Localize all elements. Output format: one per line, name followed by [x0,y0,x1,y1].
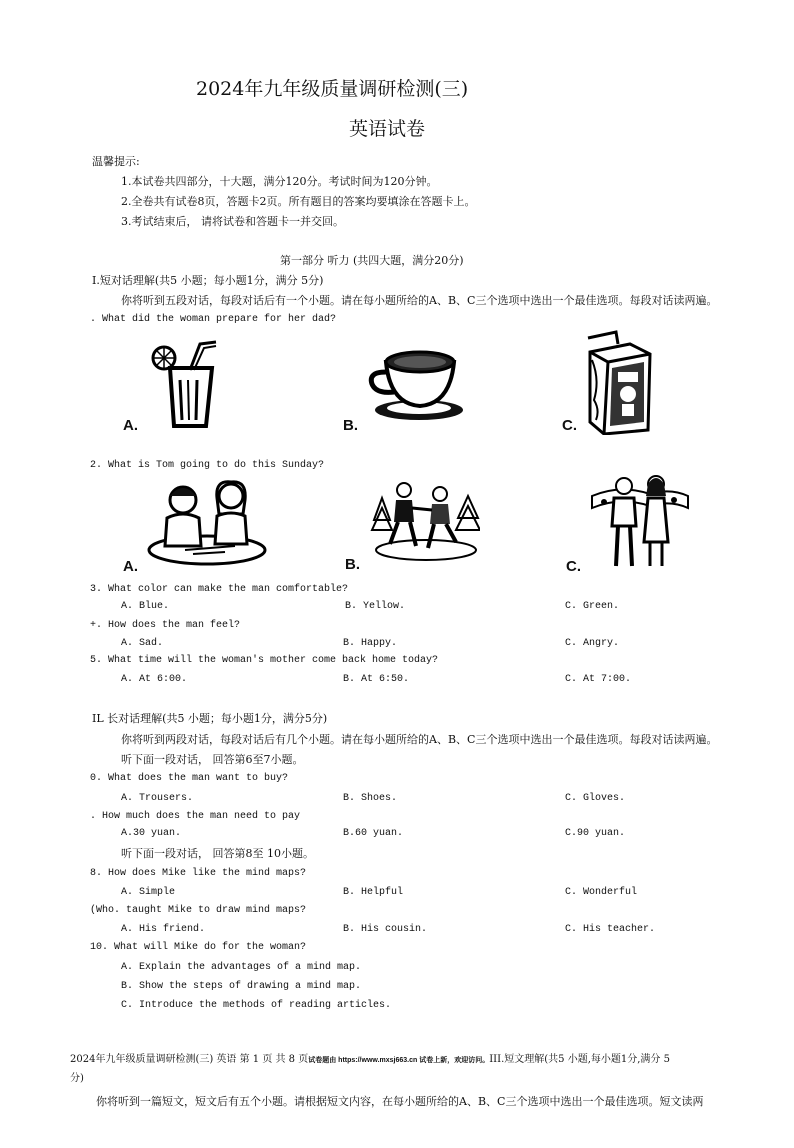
footer-page-info: 2024年九年级质量调研检测(三) 英语 第 1 页 共 8 页 [70,1054,309,1065]
option-a: A. His friend. [121,924,206,935]
question-2: 2. What is Tom going to do this Sunday? [90,460,325,471]
option-a: A.30 yuan. [121,828,182,839]
exam-title: 2024年九年级质量调研检测(三) [196,78,469,100]
section2-heading: IL 长对话理解(共5 小题；每小题1分，满分5分) [92,712,328,725]
kids-drawing-icon [145,478,270,568]
option-b: B.60 yuan. [343,828,404,839]
section3-heading: III.短文理解(共5 小题,每小题1分,满分 5 [489,1054,670,1065]
notice-item: 2.全卷共有试卷8页，答题卡2页。所有题目的答案均要填涂在答题卡上。 [121,195,476,208]
listen-instruction: 听下面一段对话， 回答第8至 10小题。 [121,847,314,860]
option-a: A. Blue. [121,601,170,612]
option-b: B. Happy. [343,638,398,649]
option-b: B. Yellow. [345,601,406,612]
question-9: (Who. taught Mike to draw mind maps? [90,905,307,916]
ice-skating-icon [370,478,480,563]
option-label-c: C. [566,558,581,575]
option-a: A. Explain the advantages of a mind map. [121,962,362,973]
option-a: A. Sad. [121,638,164,649]
singing-couple-icon [590,474,690,569]
option-b: B. At 6:50. [343,674,410,685]
option-b: B. Show the steps of drawing a mind map. [121,981,362,992]
option-a: A. Simple [121,887,176,898]
listen-instruction: 听下面一段对话， 回答第6至7小题。 [121,753,304,766]
option-c: C. At 7:00. [565,674,632,685]
coffee-cup-icon [364,348,464,423]
option-label-a: A. [123,417,138,434]
notice-item: 1.本试卷共四部分，十大题，满分120分。考试时间为120分钟。 [121,175,438,188]
part1-heading: 第一部分 听力 (共四大题，满分20分) [280,254,464,267]
option-c: C. Wonderful [565,887,638,898]
drink-carton-icon [582,330,657,435]
option-a: A. Trousers. [121,793,194,804]
option-c: C.90 yuan. [565,828,626,839]
page-footer [70,1050,670,1065]
juice-glass-icon [150,340,220,430]
exam-subtitle: 英语试卷 [349,118,426,140]
option-c: C. Introduce the methods of reading articles. [121,1000,392,1011]
question-1: . What did the woman prepare for her dad? [90,314,337,325]
question-6: 0. What does the man want to buy? [90,773,289,784]
section2-instruction: 你将听到两段对话，每段对话后有几个小题。请在每小题所给的A、B、C三个选项中选出一个最佳选项。每段对话读两遍。 [121,733,718,746]
section1-instruction: 你将听到五段对话，每段对话后有一个小题。请在每小题所给的A、B、C三个选项中选出一个最佳选项。每段对话读两遍。 [121,294,718,307]
option-label-b: B. [345,556,360,573]
option-c: C. Gloves. [565,793,626,804]
option-c: C. His teacher. [565,924,656,935]
section1-heading: I.短对话理解(共5 小题；每小题1分，满分 5分) [92,274,324,287]
option-b: B. Helpful [343,887,404,898]
option-label-a: A. [123,558,138,575]
section3-heading-cont: 分) [70,1073,84,1084]
option-label-b: B. [343,417,358,434]
section3-instruction: 你将听到一篇短文，短文后有五个小题。请根据短文内容，在每小题所给的A、B、C三个选项中选出一个最佳选项。短文读两 [96,1095,704,1108]
option-a: A. At 6:00. [121,674,188,685]
question-7: . How much does the man need to pay [90,811,301,822]
question-5: 5. What time will the woman's mother come back home today? [90,655,439,666]
question-8: 8. How does Mike like the mind maps? [90,868,307,879]
question-10: 10. What will Mike do for the woman? [90,942,307,953]
option-c: C. Angry. [565,638,620,649]
option-label-c: C. [562,417,577,434]
question-3: 3. What color can make the man comfortable? [90,584,349,595]
notice-heading: 温馨提示: [92,155,140,168]
option-c: C. Green. [565,601,620,612]
option-b: B. His cousin. [343,924,428,935]
watermark-text: 试卷题由 https://www.mxsj663.cn 试卷上新，欢迎访问。 [308,1057,490,1064]
option-b: B. Shoes. [343,793,398,804]
question-4: +. How does the man feel? [90,620,241,631]
notice-item: 3.考试结束后， 请将试卷和答题卡一并交回。 [121,215,344,228]
